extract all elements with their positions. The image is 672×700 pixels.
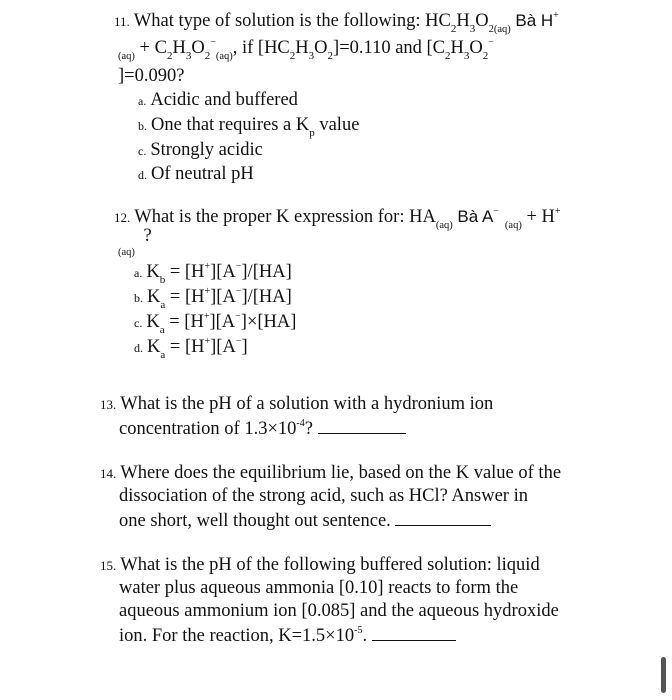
question-text: What is the proper K expression for: HA <box>134 207 436 227</box>
answer-blank[interactable] <box>372 622 456 641</box>
question-number: 12. <box>114 210 131 225</box>
reaction-arrow: Bà H <box>515 11 554 30</box>
option-12b: b. $K_a = [H^+][A^-]/[HA]$ <box>134 286 292 311</box>
option-12a: a. $K_b = [H^+][A^-]/[HA]$ <box>134 261 292 286</box>
question-number: 13. <box>100 397 117 412</box>
question-text: What is the pH of a solution with a hydronium ion <box>120 394 494 414</box>
question-text: What type of solution is the following: HC <box>133 11 451 31</box>
question-number: 15. <box>100 558 117 573</box>
reaction-arrow: Bà A <box>457 207 494 226</box>
question-13-line-2: concentration of $1.3\times 10^{-4}$? <box>119 415 406 444</box>
question-number: 11. <box>114 14 130 29</box>
question-text: Where does the equilibrium lie, based on the K value of the <box>120 463 562 483</box>
option-11a: a. Acidic and buffered <box>138 90 298 110</box>
question-11-line-2: $_{(aq)} + C_2H_3O_2^-_{(aq)}$, if $[HC_2H_3O_2]=0.110$ and [$C_2H_3O_2^-$ <box>118 37 494 62</box>
question-12-line-2: $_{(aq)}$ ? <box>118 226 152 258</box>
question-14-line-3: one short, well thought out sentence. <box>119 507 491 534</box>
question-14-line-2: dissociation of the strong acid, such as HCl? Answer in <box>119 486 528 506</box>
option-11b: b. One that requires a $K_p$ value <box>138 115 360 139</box>
question-text: What is the pH of the following buffered solution: liquid <box>120 555 540 575</box>
option-12c: c. $K_a = [H^+][A^-]\times[HA]$ <box>134 311 297 336</box>
question-number: 14. <box>100 466 117 481</box>
scrollbar-thumb[interactable] <box>661 657 666 693</box>
question-12-line-1: 12. What is the proper K expression for: $HA_{(aq)}$ Bà $A^-_{(aq)} + H^+$ <box>114 206 561 231</box>
question-15-line-4: ion. For the reaction, $K=1.5\times 10^{-5}$. <box>119 622 456 651</box>
answer-blank[interactable] <box>318 415 406 434</box>
question-15-line-2: water plus aqueous ammonia [0.10] reacts to form the <box>119 578 519 598</box>
option-11c: c. Strongly acidic <box>138 140 263 160</box>
option-12d: d. $K_a = [H^+][A^-]$ <box>134 336 248 361</box>
question-11-line-1: 11. What type of solution is the following: $HC_2H_3O_{2(aq)}$ Bà H+ <box>114 10 559 35</box>
question-13-line-1 <box>100 392 493 417</box>
question-15-line-1 <box>100 553 540 578</box>
answer-blank[interactable] <box>395 507 491 526</box>
option-11d: d. Of neutral pH <box>138 164 254 184</box>
question-11-line-3: ]=0.090? <box>118 66 185 86</box>
question-15-line-3: aqueous ammonium ion [0.085] and the aqueous hydroxide <box>119 601 559 621</box>
question-14-line-1 <box>100 461 561 486</box>
